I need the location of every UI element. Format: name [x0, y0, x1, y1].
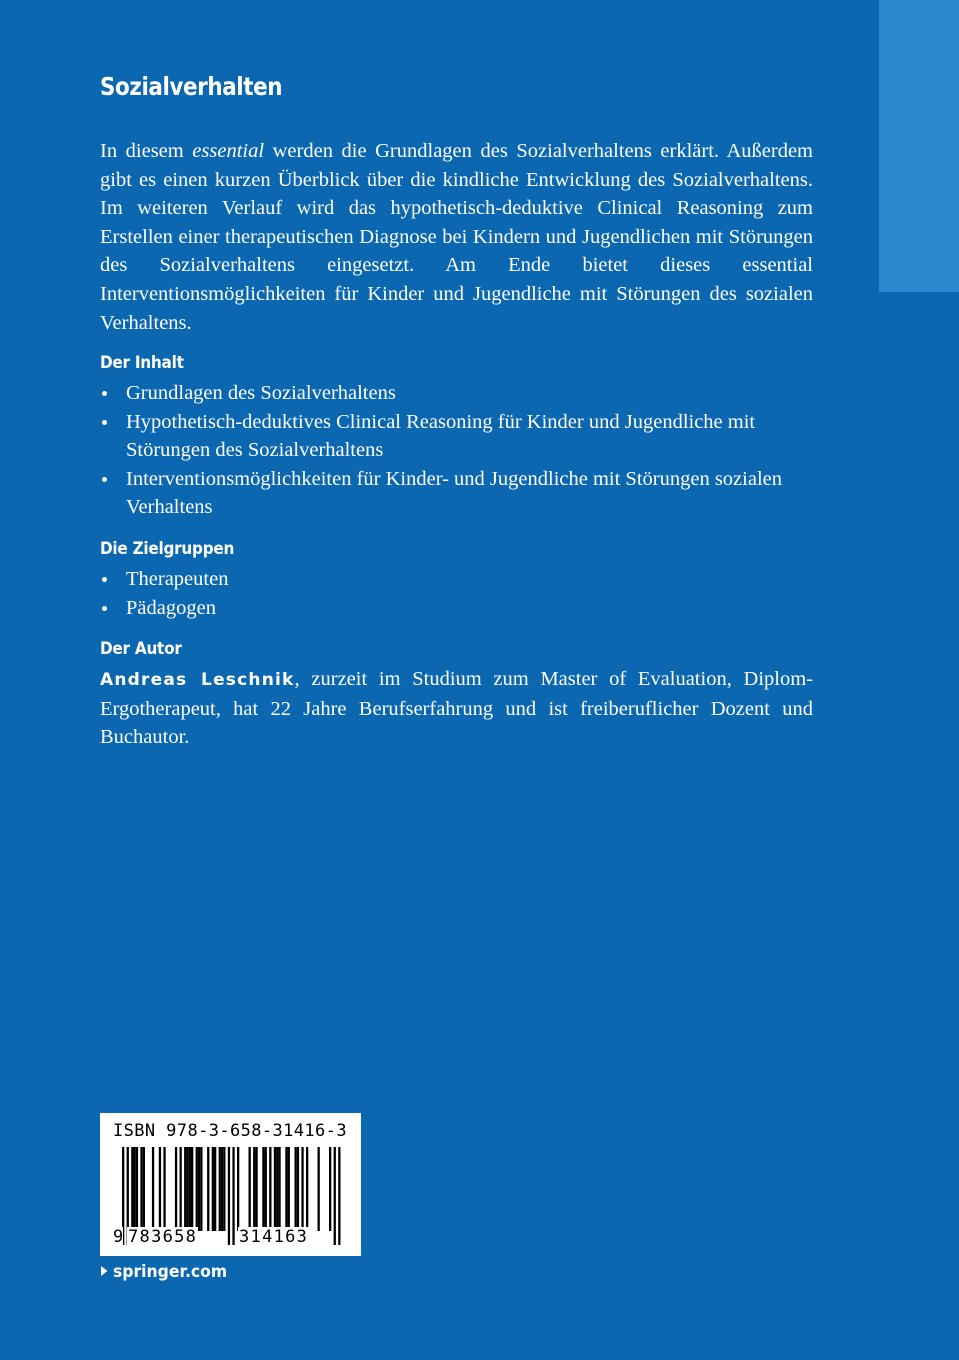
ean-left-digits: 783658 — [128, 1227, 198, 1247]
barcode-bar — [143, 1147, 145, 1231]
barcode-bar — [329, 1147, 331, 1231]
barcode-bar — [152, 1147, 154, 1231]
barcode-bar — [180, 1147, 182, 1231]
book-description — [100, 137, 813, 337]
barcode-bar — [301, 1147, 303, 1231]
barcode-bar — [134, 1147, 136, 1231]
barcode-bar — [140, 1147, 142, 1231]
barcode-bar — [278, 1147, 280, 1231]
list-item: Hypothetisch-deduktives Clinical Reasoning für Kinder und Jugendliche mit Störungen des Sozialverhaltens — [100, 408, 813, 465]
springer-link[interactable] — [101, 1262, 227, 1282]
barcode-bar — [306, 1147, 308, 1231]
isbn-label: ISBN 978-3-658-31416-3 — [113, 1121, 347, 1141]
springer-link-text: springer.com — [112, 1262, 228, 1282]
barcode-bar — [285, 1147, 287, 1231]
barcode-bar — [207, 1147, 209, 1231]
list-item: Interventionsmöglichkeiten für Kinder- und Jugendliche mit Störungen sozialen Verhaltens — [100, 465, 813, 522]
barcode-bar — [297, 1147, 299, 1231]
barcode-bar — [196, 1147, 198, 1231]
audience-list — [100, 565, 813, 622]
isbn-barcode — [100, 1113, 361, 1256]
ean-first-digit: 9 — [113, 1227, 124, 1247]
barcode-bar — [318, 1147, 320, 1231]
audience-heading: Die Zielgruppen — [100, 539, 235, 559]
list-item: Grundlagen des Sozialverhaltens — [100, 379, 813, 408]
barcode-bar — [288, 1147, 290, 1231]
barcode-bar — [228, 1147, 230, 1245]
author-bio — [100, 665, 813, 752]
list-item: Pädagogen — [100, 594, 813, 623]
barcode-bar — [253, 1147, 255, 1231]
barcode-bar — [198, 1147, 200, 1231]
barcode-bar — [276, 1147, 278, 1231]
barcode-bar — [334, 1147, 336, 1245]
barcode-bar — [163, 1147, 165, 1231]
barcode-bar — [175, 1147, 177, 1231]
barcode-bar — [221, 1147, 223, 1231]
barcode-bar — [189, 1147, 191, 1231]
barcode-bar — [255, 1147, 257, 1231]
barcode-bar — [184, 1147, 186, 1231]
barcode-bar — [159, 1147, 161, 1231]
contents-heading: Der Inhalt — [100, 353, 184, 373]
barcode-bar — [212, 1147, 214, 1231]
barcode-bar — [214, 1147, 216, 1231]
barcode-bar — [191, 1147, 193, 1231]
author-name: Andreas Leschnik — [100, 670, 295, 690]
ean-right-digits: 314163 — [239, 1227, 309, 1247]
author-heading: Der Autor — [100, 639, 182, 659]
barcode-bar — [295, 1147, 297, 1231]
barcode-bar — [338, 1147, 340, 1245]
cover-side-tab — [879, 0, 959, 292]
book-title: Sozialverhalten — [100, 72, 283, 101]
barcode-bar — [249, 1147, 251, 1231]
barcode-bar — [219, 1147, 221, 1231]
contents-list — [100, 379, 813, 522]
author-description: , zurzeit im Studium zum Master of Evaluation, Diplom-Ergotherapeut, hat 22 Jahre Berufserfahrung und ist freiberuflicher Dozent und Buchautor. — [100, 668, 813, 749]
barcode-bar — [274, 1147, 276, 1231]
barcode-bar — [136, 1147, 138, 1231]
barcode-bar — [186, 1147, 188, 1231]
description-emphasis: essential — [192, 140, 265, 162]
barcode-bar — [223, 1147, 225, 1231]
barcode-bar — [200, 1147, 202, 1231]
description-rest: werden die Grundlagen des Sozialverhaltens erklärt. Außerdem gibt es einen kurzen Überblick über die kindliche Entwicklung des Sozialverhaltens. Im weiteren Verlauf wird das hypothetisch-deduktive Clinical Reasoning zum Erstellen einer therapeutischen Diagnose bei Kindern und Jugendlichen mit Störungen des Sozialverhaltens eingesetzt. Am Ende bietet dieses essential Interventionsmöglichkeiten für Kinder und Jugendliche mit Störungen des sozialen Verhaltens. — [100, 140, 813, 334]
list-item: Therapeuten — [100, 565, 813, 594]
barcode-bar — [232, 1147, 234, 1245]
barcode-bar — [269, 1147, 271, 1231]
arrow-right-icon — [101, 1266, 107, 1276]
barcode-bar — [262, 1147, 264, 1231]
barcode-bar — [131, 1147, 133, 1231]
description-start: In diesem — [100, 140, 193, 162]
barcode-bar — [237, 1147, 239, 1231]
barcode-bar — [265, 1147, 267, 1231]
